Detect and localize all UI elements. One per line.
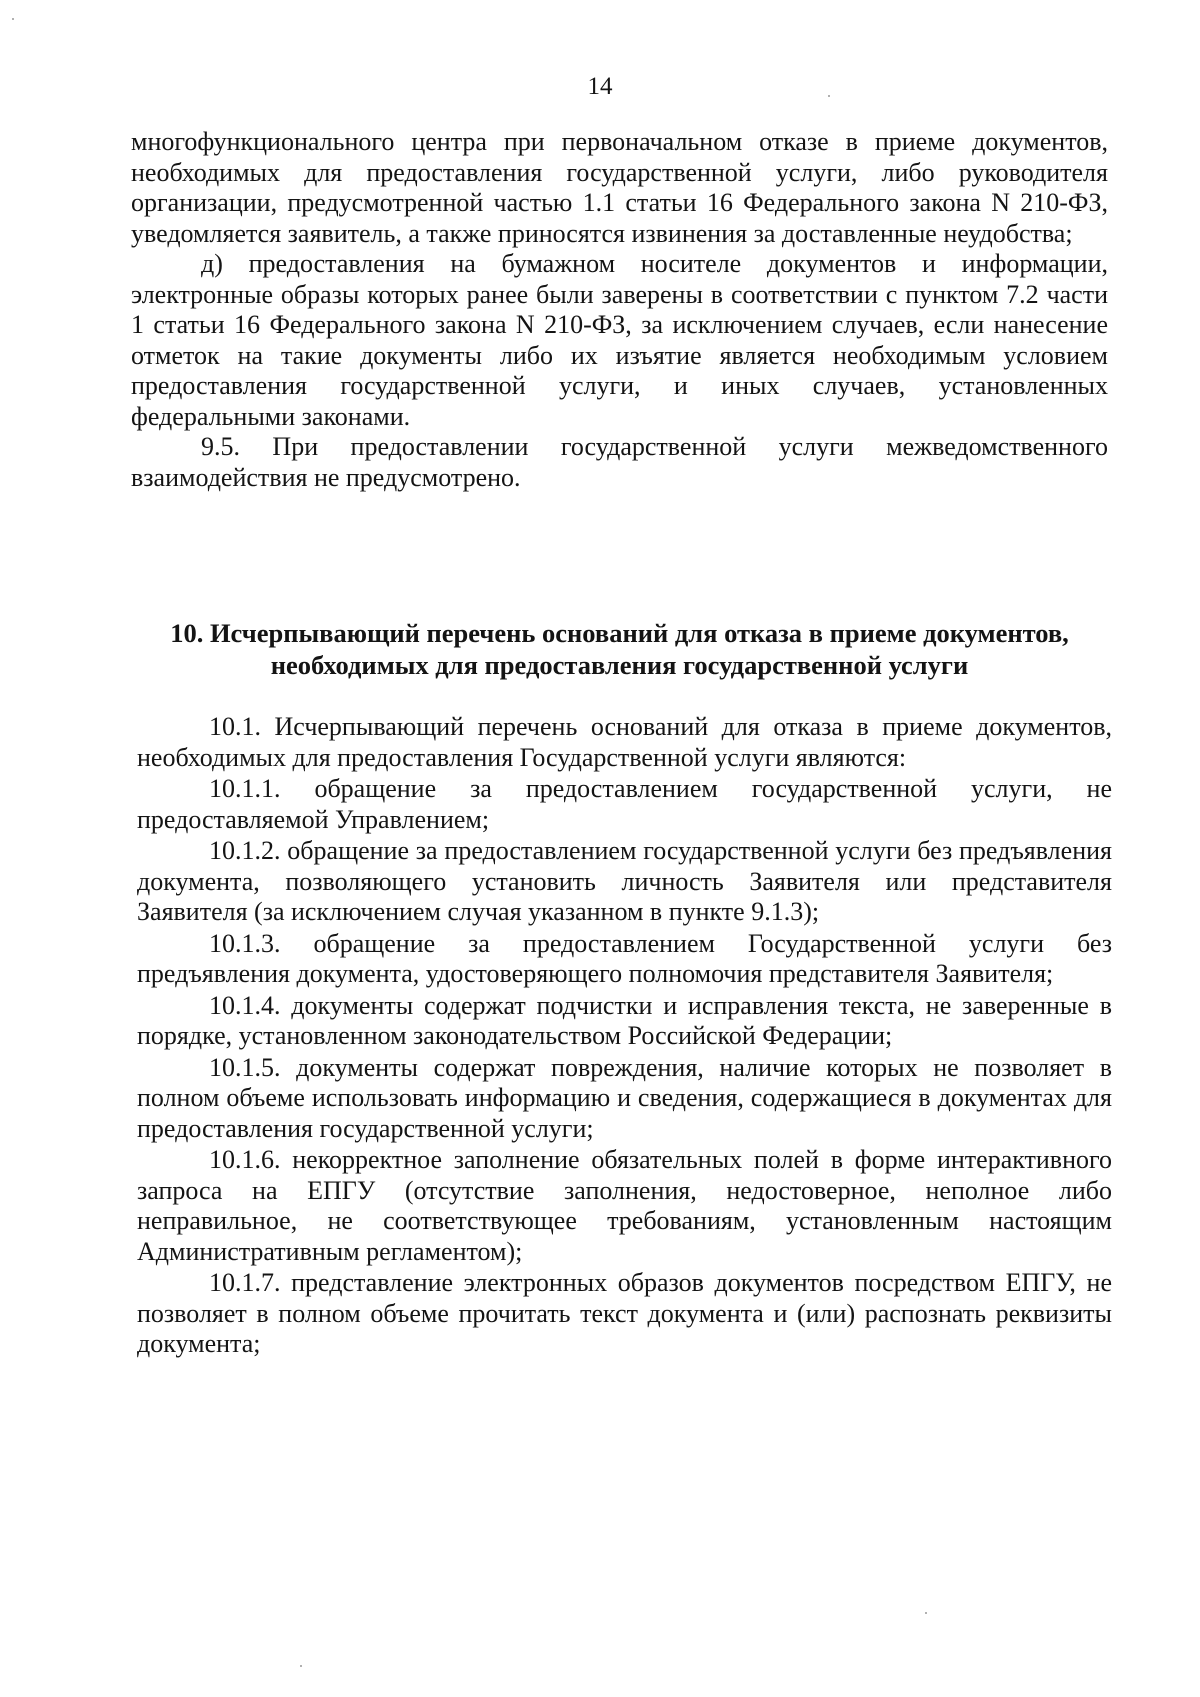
paragraph-10-1-7: 10.1.7. представление электронных образов документов посредством ЕПГУ, не позволяет в полном объеме прочитать текст документа и (или) распознать реквизиты документа; (137, 1268, 1112, 1358)
section-heading-line-2: необходимых для предоставления государственной услуги (270, 650, 969, 680)
paragraph-continuation: многофункционального центра при первоначальном отказе в приеме документов, необходимых для предоставления государственной услуги, либо руководителя организации, предусмотренной частью 1.1 статьи 16 Федерального закона N 210-ФЗ, уведомляется заявитель, а также приносятся извинения за доставленные неудобства; (131, 127, 1108, 248)
paragraph-10-1-1: 10.1.1. обращение за предоставлением государственной услуги, не предоставляемой Управлением; (137, 774, 1112, 834)
paragraph-10-1-4: 10.1.4. документы содержат подчистки и исправления текста, не заверенные в порядке, установленном законодательством Российской Федерации; (137, 990, 1112, 1050)
paragraph-item-d: д) предоставления на бумажном носителе документов и информации, электронные образы которых ранее были заверены в соответствии с пунктом 7.2 части 1 статьи 16 Федерального закона N 210-ФЗ, за исключением случаев, если нанесение отметок на такие документы либо их изъятие является необходимым условием предоставления государственной услуги, и иных случаев, установленных федеральными законами. (131, 249, 1108, 431)
section-heading-line-1: 10. Исчерпывающий перечень оснований для отказа в приеме документов, (170, 618, 1069, 648)
scan-speck (925, 1612, 927, 1614)
page-number: 14 (587, 73, 613, 100)
paragraph-9-5: 9.5. При предоставлении государственной услуги межведомственного взаимодействия не предусмотрено. (131, 432, 1108, 492)
paragraph-10-1-3: 10.1.3. обращение за предоставлением Государственной услуги без предъявления документа, удостоверяющего полномочия представителя Заявителя; (137, 928, 1112, 988)
paragraph-10-1-6: 10.1.6. некорректное заполнение обязательных полей в форме интерактивного запроса на ЕПГУ (отсутствие заполнения, недостоверное, неполное либо неправильное, не соответствующее требованиям, установленным настоящим Административным регламентом); (137, 1145, 1112, 1266)
scan-speck (300, 1665, 302, 1667)
top-text-block (131, 127, 1108, 493)
paragraph-10-1: 10.1. Исчерпывающий перечень оснований для отказа в приеме документов, необходимых для предоставления Государственной услуги являются: (137, 712, 1112, 772)
paragraph-10-1-2: 10.1.2. обращение за предоставлением государственной услуги без предъявления документа, позволяющего установить личность Заявителя или представителя Заявителя (за исключением случая указанном в пункте 9.1.3); (137, 836, 1112, 926)
section-heading (131, 617, 1108, 681)
scan-speck (12, 18, 14, 20)
paragraph-10-1-5: 10.1.5. документы содержат повреждения, наличие которых не позволяет в полном объеме использовать информацию и сведения, содержащиеся в документах для предоставления государственной услуги; (137, 1052, 1112, 1143)
section-text-block (137, 712, 1112, 1360)
